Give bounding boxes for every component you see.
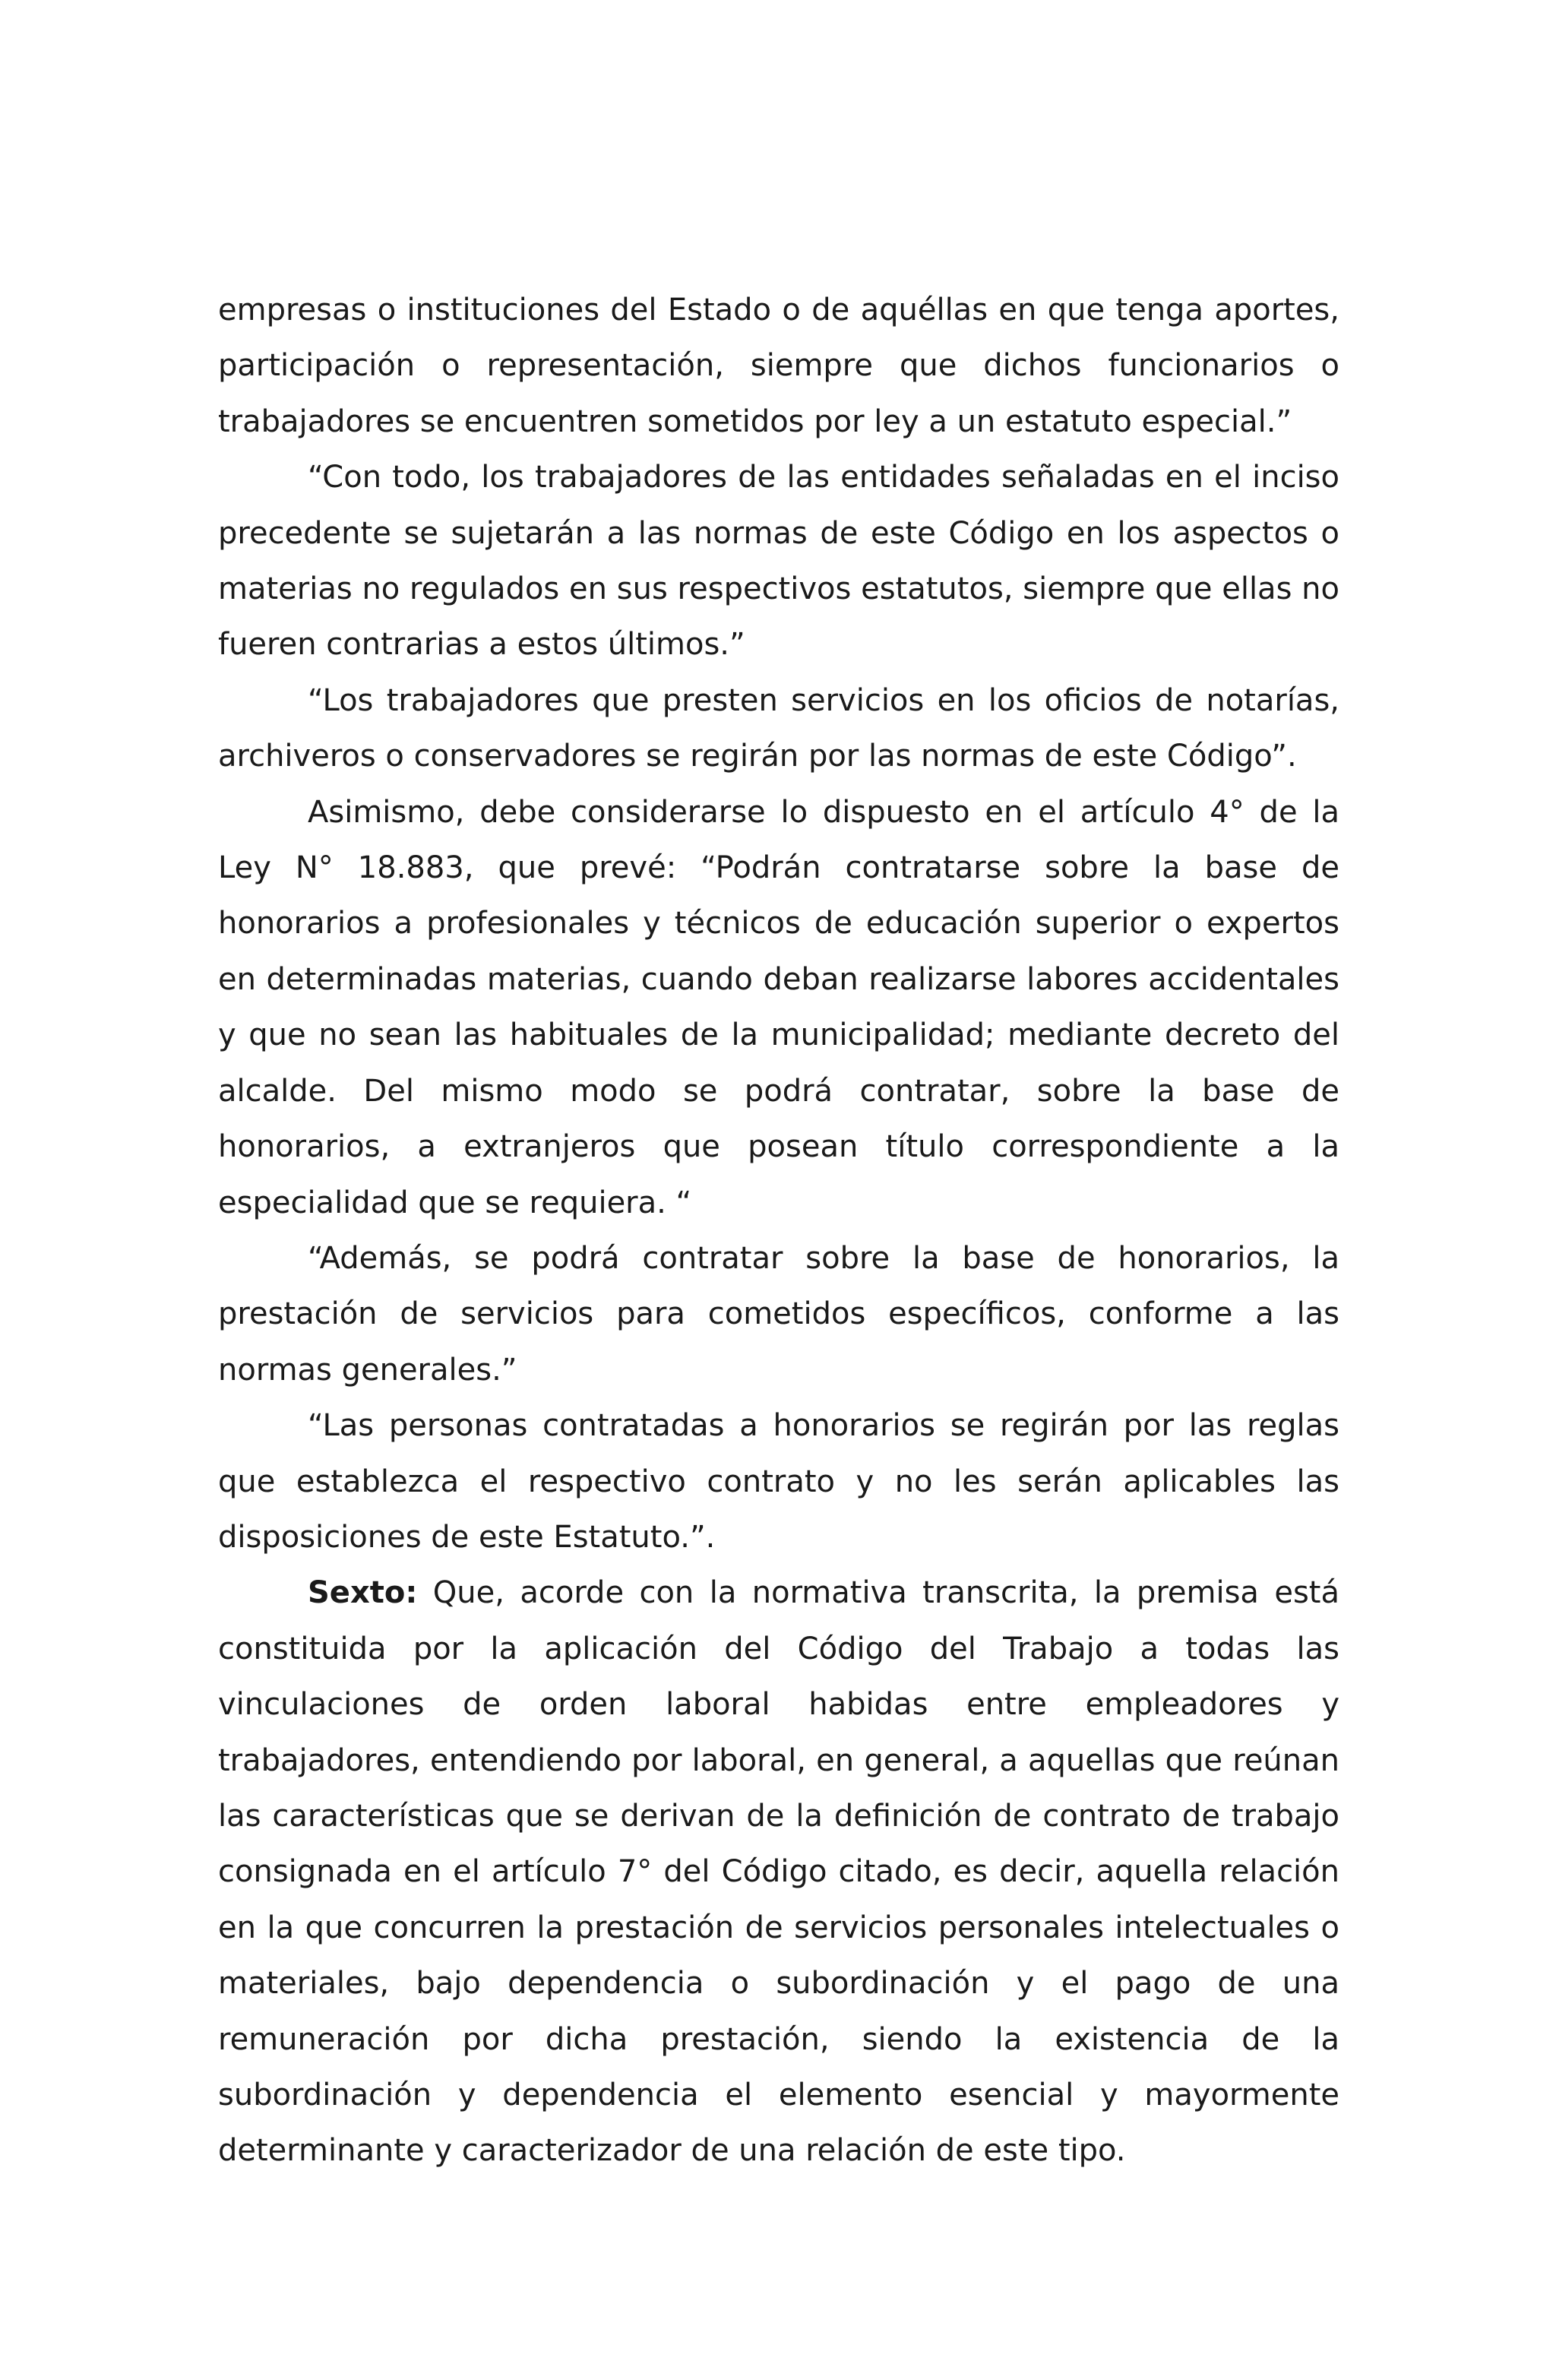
paragraph-3: “Los trabajadores que presten servicios en los oficios de notarías, archiveros o conservadores se regirán por las normas de este Código”. — [218, 682, 1339, 774]
paragraph-6: “Las personas contratadas a honorarios se regirán por las reglas que establezca el respectivo contrato y no les serán aplicables las disposiciones de este Estatuto.”. — [218, 1408, 1339, 1555]
paragraph-7-text: Que, acorde con la normativa transcrita, la premisa está constituida por la aplicación del Código del Trabajo a todas las vinculaciones de orden laboral habidas entre empleadores y trabajadores, entendiendo por laboral, en general, a aquellas que reúnan las características que se derivan de la definición de contrato de trabajo consignada en el artículo 7° del Código citado, es decir, aquella relación en la que concurren la prestación de servicios personales intelectuales o materiales, bajo dependencia o subordinación y el pago de una remuneración por dicha prestación, siendo la existencia de la subordinación y dependencia el elemento esencial y mayormente determinante y caracterizador de una relación de este tipo. — [218, 1575, 1339, 2169]
paragraph-2: “Con todo, los trabajadores de las entidades señaladas en el inciso precedente se sujetarán a las normas de este Código en los aspectos o materias no regulados en sus respectivos estatutos, siempre que ellas no fueren contrarias a estos últimos.” — [218, 460, 1339, 663]
paragraph-7 — [218, 1565, 1339, 2179]
document-body — [218, 283, 1339, 2179]
paragraph-1: empresas o instituciones del Estado o de aquéllas en que tenga aportes, participación o representación, siempre que dichos funcionarios o trabajadores se encuentren sometidos por ley a un estatuto especial.” — [218, 293, 1339, 439]
paragraph-4: Asimismo, debe considerarse lo dispuesto en el artículo 4° de la Ley N° 18.883, que prevé: “Podrán contratarse sobre la base de honorarios a profesionales y técnicos de educación superior o expertos en determinadas materias, cuando deban realizarse labores accidentales y que no sean las habituales de la municipalidad; mediante decreto del alcalde. Del mismo modo se podrá contratar, sobre la base de honorarios, a extranjeros que posean título correspondiente a la especialidad que se requiera. “ — [218, 794, 1339, 1220]
section-heading-sexto: Sexto: — [308, 1575, 418, 1611]
paragraph-5: “Además, se podrá contratar sobre la base de honorarios, la prestación de servicios para cometidos específicos, conforme a las normas generales.” — [218, 1240, 1339, 1388]
